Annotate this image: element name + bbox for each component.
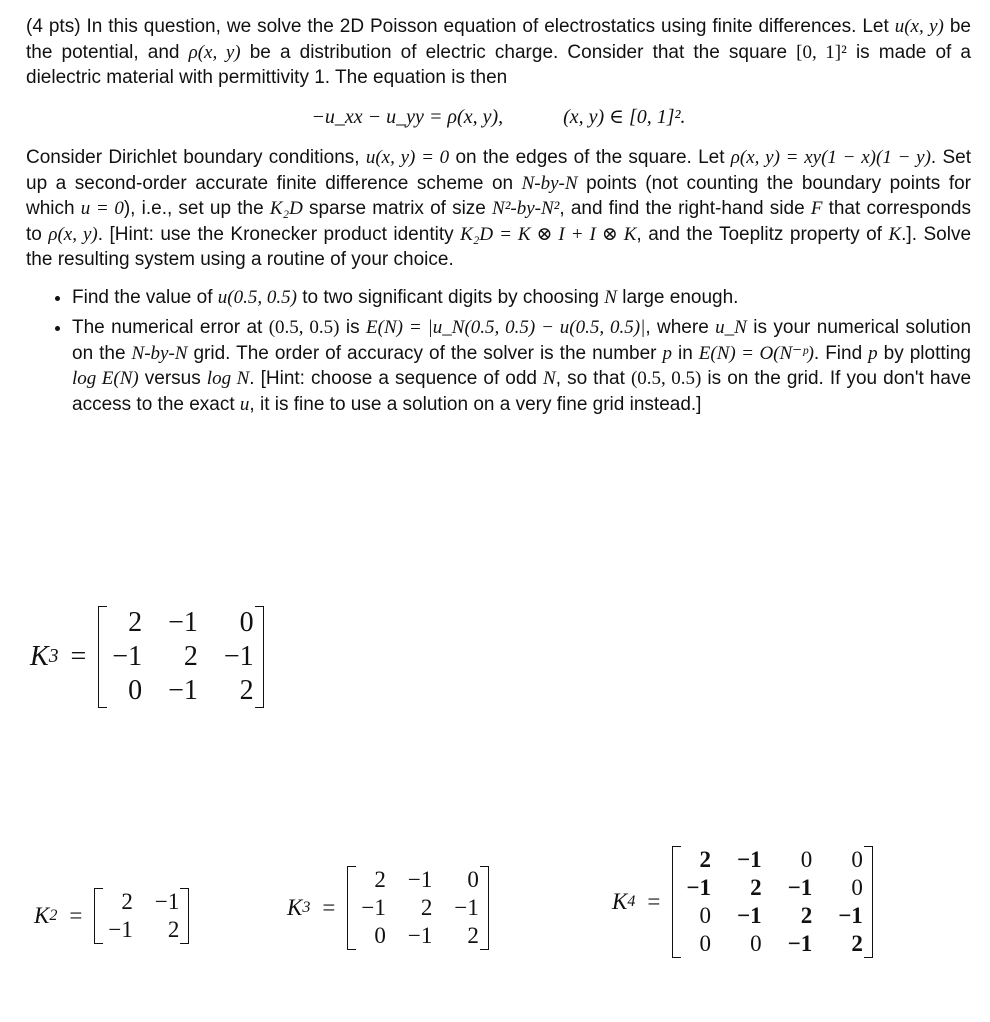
matrix-entry: −1	[154, 889, 180, 914]
label-subscript: 4	[627, 893, 636, 910]
math: u(x, y) = 0	[365, 147, 450, 168]
text: . Find	[813, 342, 869, 364]
text: points (not counting the boundary points for which	[26, 172, 971, 219]
matrix-row	[104, 888, 179, 916]
equals-sign: =	[322, 895, 336, 920]
matrix-entry: 2	[800, 903, 813, 928]
math: K₂D = K ⊗ I + I ⊗ K	[460, 223, 637, 245]
left-bracket	[98, 606, 107, 708]
left-bracket	[347, 866, 356, 950]
math: N	[543, 368, 556, 389]
math: ρ(x, y)	[48, 223, 98, 245]
matrix-row	[682, 902, 862, 930]
matrix-entries	[357, 866, 478, 950]
matrix-label	[30, 641, 58, 673]
matrix-entry: −1	[168, 675, 198, 706]
matrix-row	[682, 930, 862, 958]
matrix-k4	[612, 846, 873, 958]
text: , and find the right-hand side	[559, 198, 811, 219]
text: is made of a dielectric material with permittivity 1. The equation is then	[26, 41, 971, 88]
math: u(0.5, 0.5)	[217, 286, 297, 308]
matrix-entry: 2	[420, 895, 433, 920]
matrix-entry: −1	[223, 641, 254, 672]
text: The numerical error at	[72, 317, 269, 338]
list-item	[72, 285, 971, 311]
equals-sign: =	[647, 889, 661, 914]
text: large enough.	[616, 286, 739, 308]
math: log E(N)	[72, 368, 139, 389]
math: (0.5, 0.5)	[268, 317, 340, 338]
matrix-entry: −1	[736, 847, 762, 872]
matrix-entries	[104, 888, 179, 944]
text: by plotting	[877, 342, 971, 364]
matrix-entry: 2	[851, 931, 863, 956]
matrix-entry: −1	[454, 895, 479, 920]
label-subscript: 2	[49, 907, 58, 924]
math: F	[810, 198, 823, 219]
equation-lhs: −u_xx − u_yy = ρ(x, y),	[311, 105, 504, 128]
matrix-entry: 2	[183, 641, 198, 672]
matrix-body	[672, 846, 872, 958]
matrix-entry: 0	[128, 675, 143, 706]
matrix-entry: 0	[851, 847, 863, 872]
matrix-entry: 0	[750, 931, 762, 956]
matrix-entry: 2	[374, 867, 386, 892]
matrix-row	[357, 894, 478, 922]
math-u: u(x, y)	[894, 16, 944, 37]
math: K	[888, 223, 902, 245]
left-bracket	[94, 888, 103, 944]
matrix-k3-large	[30, 606, 264, 708]
matrix-entries	[108, 606, 253, 708]
text: in	[672, 342, 699, 364]
matrix-entry: 0	[851, 875, 863, 900]
matrix-row	[357, 866, 478, 894]
matrix-body	[347, 866, 488, 950]
problem-statement	[26, 14, 971, 422]
matrix-entry: 2	[750, 875, 762, 900]
text: is	[339, 317, 367, 338]
text: . [Hint: use the Kronecker product identity	[97, 223, 461, 245]
matrix-entry: −1	[686, 875, 711, 900]
matrix-entry: −1	[838, 903, 863, 928]
matrix-entry: −1	[168, 607, 198, 638]
matrix-entry: 0	[374, 923, 386, 948]
text: , where	[645, 317, 716, 338]
label-subscript: 3	[48, 646, 59, 667]
math: (0.5, 0.5)	[630, 368, 702, 389]
math: p	[662, 342, 672, 364]
matrix-entry: −1	[736, 903, 762, 928]
right-bracket	[180, 888, 189, 944]
matrix-row	[108, 640, 253, 674]
equals-sign: =	[70, 641, 87, 672]
label-letter: K	[30, 641, 49, 672]
matrix-entry: 2	[239, 675, 254, 706]
text: ), i.e., set up the	[123, 198, 270, 219]
equals-sign: =	[69, 903, 83, 928]
text: sparse matrix of size	[302, 198, 493, 219]
matrix-entry: −1	[407, 923, 433, 948]
matrix-entry: 0	[239, 607, 254, 638]
text: .]. Solve the resulting system using a routine of your choice.	[26, 223, 972, 270]
matrix-row	[682, 874, 862, 902]
text: be the potential, and	[26, 16, 971, 63]
label-letter: K	[34, 903, 50, 928]
matrix-label	[612, 889, 635, 915]
matrix-row	[108, 606, 253, 640]
matrix-row	[682, 846, 862, 874]
math-square: [0, 1]²	[796, 41, 847, 63]
math: u_N	[715, 317, 747, 338]
matrix-entry: 0	[699, 903, 711, 928]
matrix-k2	[34, 888, 189, 944]
math: K₂D	[269, 198, 303, 219]
matrix-entry: −1	[407, 867, 433, 892]
math: N-by-N	[521, 172, 578, 194]
text: , it is fine to use a solution on a very fine grid instead.]	[249, 393, 702, 415]
matrix-entry: 2	[121, 889, 133, 914]
matrix-body	[94, 888, 189, 944]
matrix-label	[34, 903, 57, 929]
equation-domain: (x, y) ∈ [0, 1]².	[563, 105, 686, 128]
text: Consider Dirichlet boundary conditions,	[26, 147, 366, 168]
matrix-label	[287, 895, 310, 921]
math-rho: ρ(x, y)	[188, 41, 241, 63]
math: E(N) = |u_N(0.5, 0.5) − u(0.5, 0.5)|	[366, 317, 646, 338]
matrix-entry: 2	[128, 607, 143, 638]
math: E(N) = O(N⁻ᵖ)	[698, 342, 814, 364]
matrix-entry: 2	[467, 923, 479, 948]
intro-paragraph	[26, 14, 971, 91]
math: log N	[206, 368, 250, 389]
math: p	[868, 342, 878, 364]
right-bracket	[255, 606, 264, 708]
matrix-body	[98, 606, 263, 708]
matrix-entry: 2	[699, 847, 711, 872]
text: , so that	[555, 368, 631, 389]
right-bracket	[480, 866, 489, 950]
label-letter: K	[612, 889, 628, 914]
matrix-entry: −1	[787, 931, 813, 956]
matrix-entry: −1	[108, 917, 133, 942]
text: on the edges of the square. Let	[449, 147, 731, 168]
poisson-equation	[26, 105, 971, 131]
math: N	[604, 286, 617, 308]
boundary-paragraph	[26, 145, 971, 273]
label-subscript: 3	[302, 899, 311, 916]
right-bracket	[864, 846, 873, 958]
text: Find the value of	[72, 286, 218, 308]
text: that corresponds to	[26, 198, 972, 245]
text: versus	[138, 368, 207, 389]
text: . [Hint: choose a sequence of odd	[249, 368, 544, 389]
matrix-entry: 0	[699, 931, 711, 956]
text: be a distribution of electric charge. Consider that the square	[240, 41, 797, 63]
matrix-entry: −1	[112, 641, 143, 672]
math: u = 0	[80, 198, 124, 219]
matrix-entry: 0	[467, 867, 479, 892]
matrix-row	[104, 916, 179, 944]
math: N-by-N	[131, 342, 188, 364]
list-item	[72, 315, 971, 417]
math: u	[239, 393, 250, 415]
left-bracket	[672, 846, 681, 958]
matrix-entry: 0	[800, 847, 813, 872]
text: . Set up a second-order accurate finite difference scheme on	[26, 147, 971, 194]
label-letter: K	[287, 895, 303, 920]
text: is on the grid. If you don't have access to the exact	[72, 368, 972, 415]
matrix-entry: −1	[787, 875, 813, 900]
matrix-entry: −1	[361, 895, 386, 920]
text: (4 pts) In this question, we solve the 2D Poisson equation of electrostatics using finite differences. Let	[26, 16, 895, 37]
matrix-k3-small	[287, 866, 489, 950]
text: to two significant digits by choosing	[296, 286, 605, 308]
matrix-row	[357, 922, 478, 950]
task-list	[26, 285, 971, 418]
text: , and the Toeplitz property of	[636, 223, 889, 245]
math: ρ(x, y) = xy(1 − x)(1 − y)	[730, 147, 931, 168]
matrix-entry: 2	[167, 917, 180, 942]
math: N²-by-N²	[492, 198, 560, 219]
text: is your numerical solution on the	[72, 317, 972, 364]
matrix-entries	[682, 846, 862, 958]
text: grid. The order of accuracy of the solver is the number	[187, 342, 663, 364]
matrix-row	[108, 674, 253, 708]
